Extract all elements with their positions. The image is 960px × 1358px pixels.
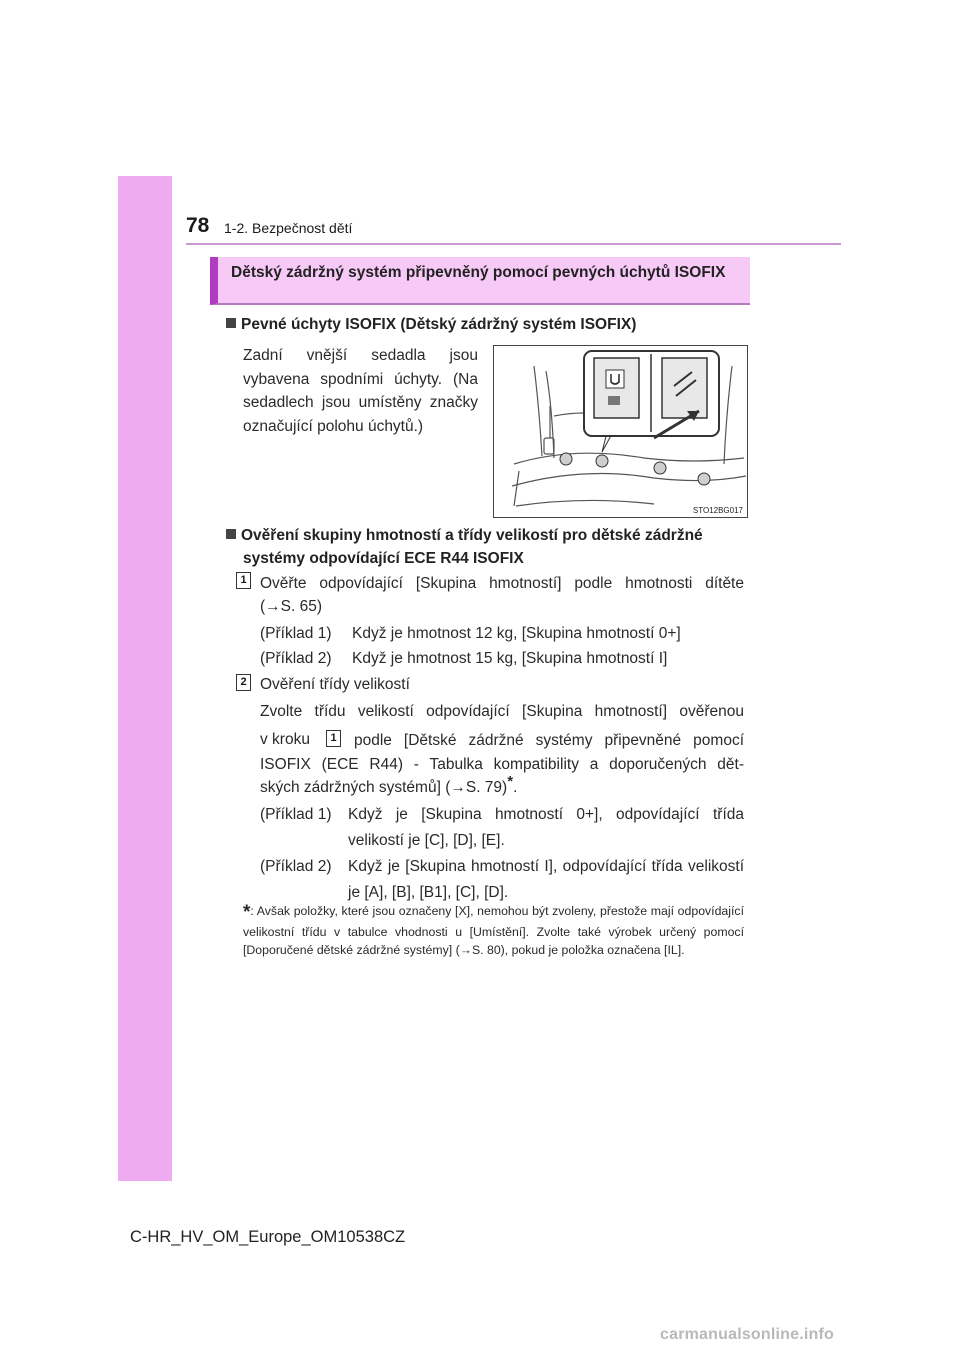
step2-line2-end: podle [Dětské zádržné systémy připevněné pomocí — [354, 732, 744, 749]
section1-heading — [226, 313, 636, 337]
footnote-star-ref: * — [507, 772, 514, 790]
rear-seat-illustration — [494, 346, 747, 517]
step1-line2: (→S. 65) — [260, 598, 323, 615]
step2-example1-text: Když je [Skupina hmotností 0+], odpovídající třída velikostí je [C], [D], [E]. — [348, 806, 744, 849]
step2-line4-text: ských zádržných systémů] (→S. 79) — [260, 779, 508, 796]
section2-title-line2: systémy odpovídající ECE R44 ISOFIX — [243, 550, 524, 567]
step-2-marker: 2 — [236, 674, 251, 691]
step2-line4-period: . — [513, 779, 518, 796]
page-number: 78 — [186, 214, 210, 237]
step2-line3: ISOFIX (ECE R44) - Tabulka kompatibility a doporučených dět- — [260, 756, 744, 773]
footnote-text: : Avšak položky, které jsou označeny [X], nemohou být zvoleny, přestože mají odpovídající velikostní třídu v tabulce vhodnosti u [Umístění]. Zvolte také výrobek určený pomocí [Doporučené dětské zádržné systémy] (→S. 80), pokud je položka označena [IL]. — [243, 904, 744, 957]
section2-title-line1: Ověření skupiny hmotností a třídy velikostí pro dětské zádržné — [241, 527, 703, 544]
step2-line2-start: v kroku — [260, 731, 310, 748]
bullet-square-icon — [226, 318, 236, 328]
footnote — [243, 902, 744, 960]
section1-text: Zadní vnější sedadla jsou vybavena spodními úchyty. (Na sedadlech jsou umístěny značky označující polohu úchytů.) — [243, 347, 478, 435]
step1-example1-label: (Příklad 1) — [260, 625, 332, 642]
step2-line4 — [260, 772, 518, 800]
section2-heading — [226, 524, 703, 548]
box-heading: Dětský zádržný systém připevněný pomocí pevných úchytů ISOFIX — [210, 257, 750, 305]
step2-line1: Zvolte třídu velikostí odpovídající [Skupina hmotností] ověřenou — [260, 703, 744, 720]
watermark: carmanualsonline.info — [660, 1326, 835, 1343]
step2-example2-label: (Příklad 2) — [260, 858, 332, 875]
document-id: C-HR_HV_OM_Europe_OM10538CZ — [130, 1228, 406, 1246]
isofix-anchor-figure — [493, 345, 748, 518]
footnote-star: * — [243, 902, 251, 923]
step2-example2-text: Když je [Skupina hmotností I], odpovídající třída velikostí je [A], [B], [B1], [C], [D]. — [348, 858, 744, 901]
step1-line1: Ověřte odpovídající [Skupina hmotností] podle hmotnosti dítěte — [260, 575, 744, 592]
step2-example1-label: (Příklad 1) — [260, 806, 332, 823]
section-reference: 1-2. Bezpečnost dětí — [224, 220, 353, 236]
step-1-reference-marker: 1 — [326, 730, 341, 747]
step-1-marker: 1 — [236, 572, 251, 589]
step1-example2-label: (Příklad 2) — [260, 650, 332, 667]
bullet-square-icon — [226, 529, 236, 539]
chapter-tab-bar — [118, 176, 172, 1181]
step1-example1-text: Když je hmotnost 12 kg, [Skupina hmotností 0+] — [352, 625, 681, 642]
section1-title: Pevné úchyty ISOFIX (Dětský zádržný systém ISOFIX) — [241, 316, 637, 333]
header-divider — [186, 243, 841, 245]
step2-title: Ověření třídy velikostí — [260, 676, 410, 693]
step1-example2-text: Když je hmotnost 15 kg, [Skupina hmotností I] — [352, 650, 668, 667]
figure-id: STO12BG017 — [692, 506, 743, 515]
